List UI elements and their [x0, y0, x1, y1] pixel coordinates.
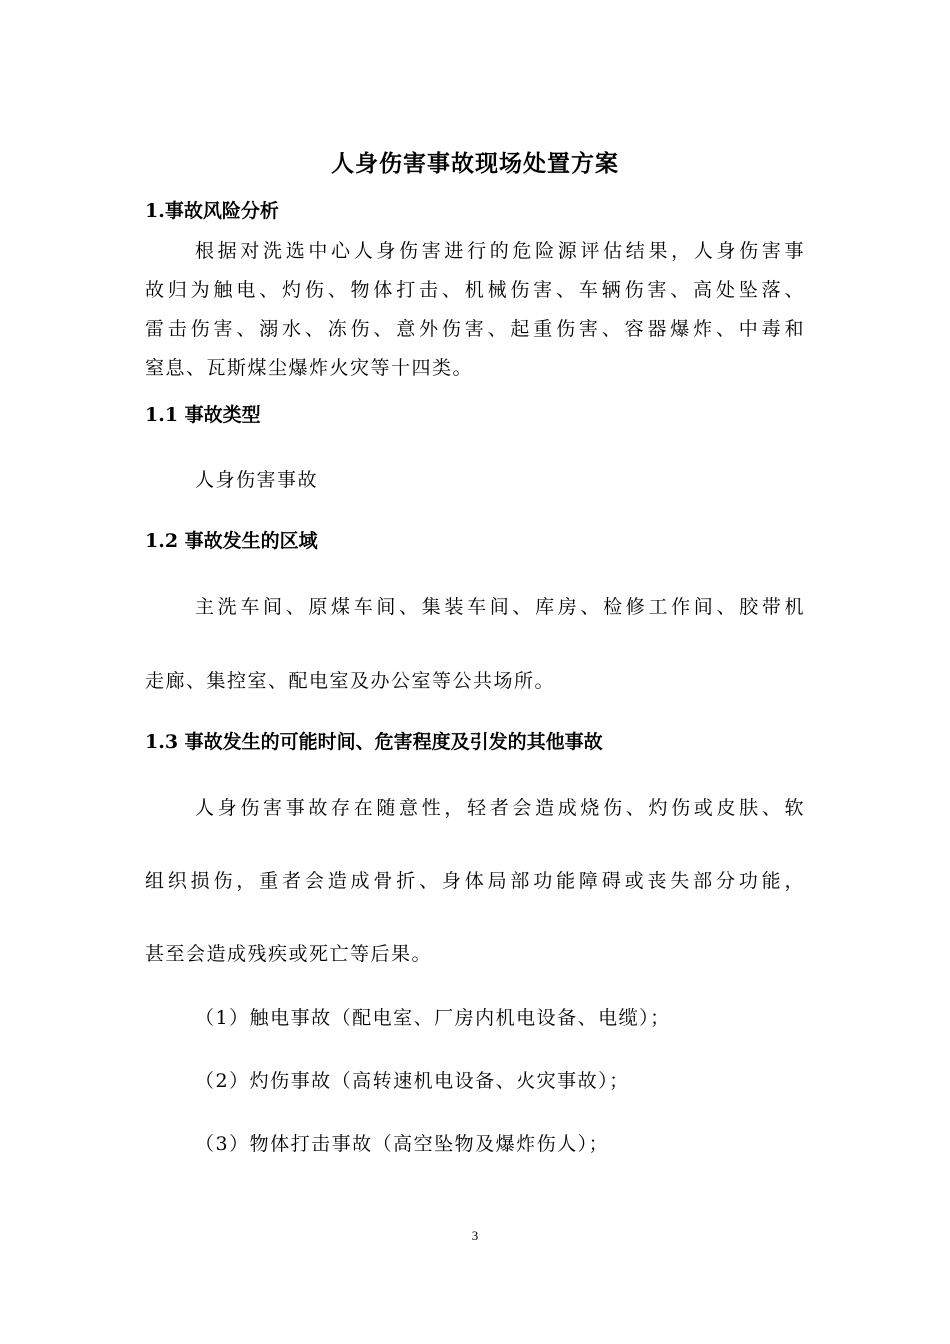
list-item-2: （2）灼伤事故（高转速机电设备、火灾事故）； — [195, 1070, 630, 1092]
section-1-2-line-2: 走廊、集控室、配电室及办公室等公共场所。 — [145, 670, 556, 692]
section-1-2-line-1: 主洗车间、原煤车间、集装车间、库房、检修工作间、胶带机 — [195, 596, 805, 618]
section-1-paragraph-line-4: 窒息、瓦斯煤尘爆炸火灾等十四类。 — [145, 357, 474, 379]
list-item-3: （3）物体打击事故（高空坠物及爆炸伤人）； — [195, 1133, 610, 1155]
section-1-1-heading: 1.1 事故类型 — [145, 404, 261, 426]
document-title: 人身伤害事故现场处置方案 — [331, 150, 619, 177]
list-item-1: （1）触电事故（配电室、厂房内机电设备、电缆）； — [195, 1007, 671, 1029]
section-1-heading: 1.事故风险分析 — [145, 200, 279, 222]
page-number: 3 — [471, 1228, 479, 1243]
section-1-paragraph-line-1: 根据对洗选中心人身伤害进行的危险源评估结果，人身伤害事 — [195, 240, 805, 262]
section-1-3-heading: 1.3 事故发生的可能时间、危害程度及引发的其他事故 — [145, 731, 603, 753]
section-1-paragraph-line-2: 故归为触电、灼伤、物体打击、机械伤害、车辆伤害、高处坠落、 — [145, 279, 805, 301]
section-1-3-line-3: 甚至会造成残疾或死亡等后果。 — [145, 943, 433, 965]
section-1-1-text: 人身伤害事故 — [195, 469, 319, 491]
section-1-paragraph-line-3: 雷击伤害、溺水、冻伤、意外伤害、起重伤害、容器爆炸、中毒和 — [145, 318, 805, 340]
section-1-2-heading: 1.2 事故发生的区域 — [145, 530, 318, 552]
section-1-3-line-1: 人身伤害事故存在随意性，轻者会造成烧伤、灼伤或皮肤、软 — [195, 797, 805, 819]
section-1-3-line-2: 组织损伤，重者会造成骨折、身体局部功能障碍或丧失部分功能， — [145, 870, 805, 892]
